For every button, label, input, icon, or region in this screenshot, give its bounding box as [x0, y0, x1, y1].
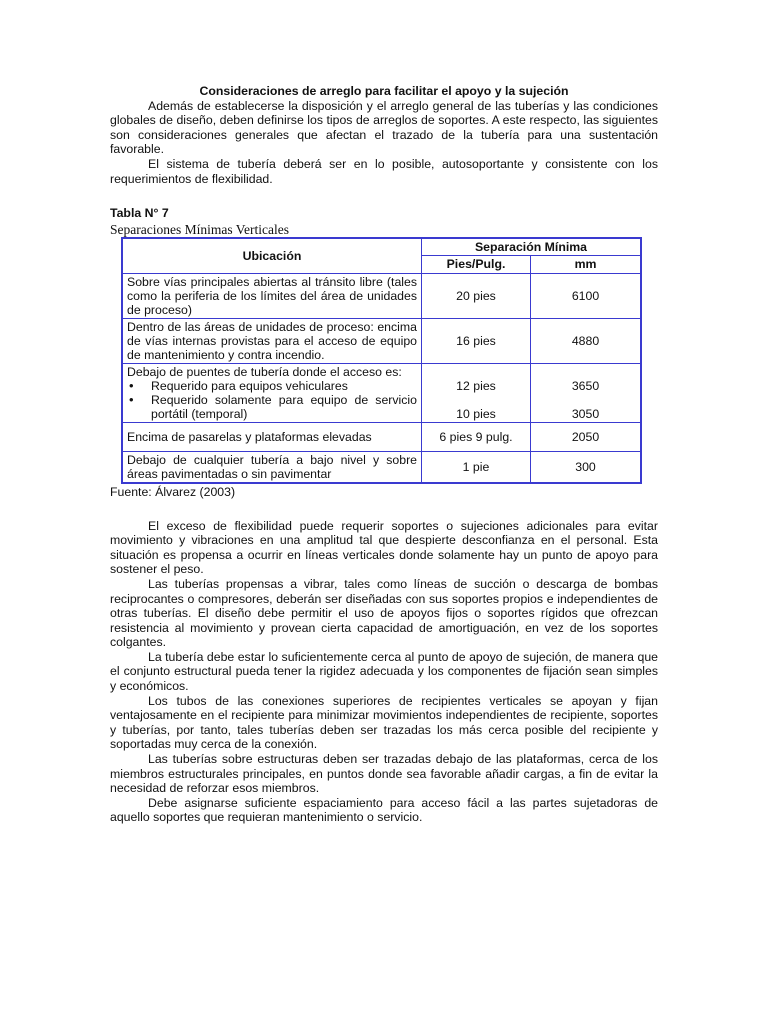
bullet-item: • Requerido solamente para equipo de servicio portátil (temporal): [127, 393, 417, 421]
table-row: [122, 422, 641, 451]
body-paragraph-3: La tubería debe estar lo suficientemente cerca al punto de apoyo de sujeción, de manera que el conjunto estructural pueda tener la rigidez adecuada y los componentes de fijación sean simples y económicos.: [110, 649, 658, 694]
row-ubicacion: [122, 363, 422, 422]
intro-paragraph-2: El sistema de tubería deberá ser en lo posible, autosoportante y consistente con los requerimientos de flexibilidad.: [110, 156, 658, 186]
row-pies: 16 pies: [422, 318, 531, 363]
row-ubicacion: Debajo de cualquier tubería a bajo nivel y sobre áreas pavimentadas o sin pavimentar: [122, 451, 422, 483]
table-row: [122, 363, 641, 422]
table-header-row: [122, 238, 641, 256]
row-pies: 1 pie: [422, 451, 531, 483]
body-paragraph-2: Las tuberías propensas a vibrar, tales como líneas de succión o descarga de bombas reciprocantes o compresores, deberán ser diseñadas con sus soportes propios e independientes de otras tuberías. El diseño debe permitir el uso de apoyos fijos o soportes rígidos que ofrezcan resistencia al movimiento y provean cierta capacidad de amortiguación, en vez de los soportes colgantes.: [110, 576, 658, 650]
row-pies: [422, 363, 531, 422]
intro-paragraph-1: Además de establecerse la disposición y el arreglo general de las tuberías y las condiciones globales de diseño, deben definirse los tipos de arreglos de soportes. A este respecto, las siguientes son consideraciones generales que afectan el trazado de la tubería para una sustentación favorable.: [110, 98, 658, 157]
row-mm: 2050: [531, 422, 642, 451]
body-section: [110, 519, 658, 825]
row-mm: [531, 363, 642, 422]
table-row: [122, 273, 641, 318]
row-pies-vehicular: 12 pies: [456, 378, 496, 393]
table-label: Tabla N° 7: [110, 206, 169, 221]
header-mm: mm: [531, 256, 642, 274]
bullet-list: [127, 379, 417, 421]
row-mm: 300: [531, 451, 642, 483]
row-ubicacion: Encima de pasarelas y plataformas elevadas: [122, 422, 422, 451]
document-page: [110, 84, 658, 825]
body-paragraph-5: Las tuberías sobre estructuras deben ser trazadas debajo de las plataformas, cerca de los miembros estructurales principales, en puntos donde sea favorable añadir cargas, a fin de evitar la necesidad de reforzar esos miembros.: [110, 752, 658, 796]
row-pies-portatil: 10 pies: [456, 406, 496, 421]
row-ubicacion: Dentro de las áreas de unidades de proceso: encima de vías internas provistas para el acceso de equipo de mantenimiento y contra incendio.: [122, 318, 422, 363]
body-paragraph-1: El exceso de flexibilidad puede requerir soportes o sujeciones adicionales para evitar movimiento y vibraciones en una amplitud tal que despierte desconfianza en el personal. Esta situación es propensa a ocurrir en líneas verticales donde solamente hay un punto de apoyo para sostener el peso.: [110, 518, 658, 577]
bullet-item: • Requerido para equipos vehiculares: [127, 379, 417, 393]
header-pies: Pies/Pulg.: [422, 256, 531, 274]
row-mm: 4880: [531, 318, 642, 363]
table-row: [122, 451, 641, 483]
row-ubicacion: Sobre vías principales abiertas al tránsito libre (tales como la periferia de los límites del área de unidades de proceso): [122, 273, 422, 318]
row-mm: 6100: [531, 273, 642, 318]
section-title: Consideraciones de arreglo para facilitar el apoyo y la sujeción: [199, 84, 569, 98]
row-mm-vehicular: 3650: [571, 378, 600, 393]
table-subtitle: Separaciones Mínimas Verticales: [110, 221, 289, 237]
header-separacion: Separación Mínima: [422, 238, 642, 256]
header-ubicacion: Ubicación: [122, 238, 422, 274]
body-paragraph-4: Los tubos de las conexiones superiores de recipientes verticales se apoyan y fijan ventajosamente en el recipiente para minimizar movimientos independientes de recipiente, soportes y tuberías, por tanto, tales tuberías deben ser trazadas los más cerca posible del recipiente y soportadas muy cerca de la conexión.: [110, 693, 658, 752]
body-paragraph-6: Debe asignarse suficiente espaciamiento para acceso fácil a las partes sujetadoras de aquello soportes que requieran mantenimiento o servicio.: [110, 795, 658, 825]
table-source: Fuente: Álvarez (2003): [110, 484, 236, 499]
table-row: [122, 318, 641, 363]
row-pies: 20 pies: [422, 273, 531, 318]
row-ubicacion-text: Debajo de puentes de tubería donde el acceso es:: [127, 364, 402, 379]
separations-table: [121, 237, 642, 484]
row-mm-portatil: 3050: [571, 406, 600, 421]
row-pies: 6 pies 9 pulg.: [422, 422, 531, 451]
